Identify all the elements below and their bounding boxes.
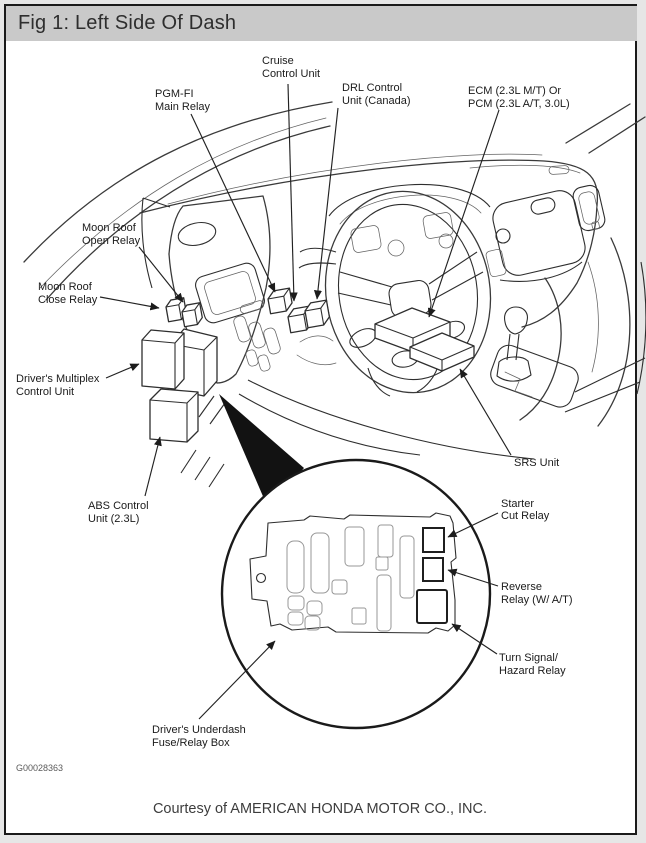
gear-shifter	[487, 307, 645, 412]
pgmfi-main-relay-box	[267, 288, 293, 314]
label-drl: DRL Control	[342, 82, 403, 94]
label-underdash-2: Fuse/Relay Box	[152, 737, 230, 749]
starter-cut-relay-square	[423, 528, 444, 552]
label-abs: ABS Control	[88, 500, 149, 512]
label-srs: SRS Unit	[514, 457, 560, 469]
label-underdash: Driver's Underdash	[152, 724, 246, 736]
figure-title: Fig 1: Left Side Of Dash	[18, 12, 237, 34]
figure-image-id: G00028363	[16, 763, 64, 773]
label-moon-open: Moon Roof	[82, 222, 136, 234]
label-moon-close-2: Close Relay	[38, 294, 98, 306]
label-reverse-2: Relay (W/ A/T)	[501, 594, 573, 606]
label-moon-close: Moon Roof	[38, 281, 92, 293]
label-turn: Turn Signal/	[499, 652, 558, 664]
label-starter-2: Cut Relay	[501, 510, 550, 522]
srs-leader	[460, 369, 511, 455]
label-moon-open-2: Open Relay	[82, 235, 141, 247]
label-cruise-2: Control Unit	[262, 68, 321, 80]
label-starter: Starter	[501, 498, 535, 510]
callout-circle	[222, 460, 490, 728]
label-cruise: Cruise	[262, 55, 294, 67]
credit-line: Courtesy of AMERICAN HONDA MOTOR CO., INC.	[152, 801, 488, 817]
a-pillar-windshield-lines	[24, 102, 645, 300]
cruise-leader	[288, 84, 294, 301]
label-multiplex: Driver's Multiplex	[16, 373, 100, 385]
drl-leader	[317, 108, 338, 299]
label-ecm: ECM (2.3L M/T) Or	[468, 85, 562, 97]
label-turn-2: Hazard Relay	[499, 665, 566, 677]
moon-open-leader	[139, 247, 183, 302]
multiplex-leader	[106, 364, 139, 378]
label-pgmfi: PGM-FI	[155, 88, 194, 100]
label-abs-2: Unit (2.3L)	[88, 513, 140, 525]
reverse-relay-square	[423, 558, 443, 581]
label-pgmfi-2: Main Relay	[155, 101, 211, 113]
abs-leader	[145, 437, 160, 496]
label-multiplex-2: Control Unit	[16, 386, 75, 398]
drl-control-unit-box	[304, 300, 331, 328]
label-ecm-2: PCM (2.3L A/T, 3.0L)	[468, 98, 570, 110]
turn-signal-hazard-relay-square	[417, 590, 447, 623]
label-reverse: Reverse	[501, 581, 542, 593]
label-drl-2: Unit (Canada)	[342, 95, 411, 107]
abs-control-unit-box	[150, 389, 198, 442]
drivers-multiplex-control-unit-box	[142, 329, 217, 396]
moon-close-leader	[100, 297, 159, 308]
dash-top-and-right	[140, 154, 646, 426]
steering-wheel	[297, 179, 505, 404]
